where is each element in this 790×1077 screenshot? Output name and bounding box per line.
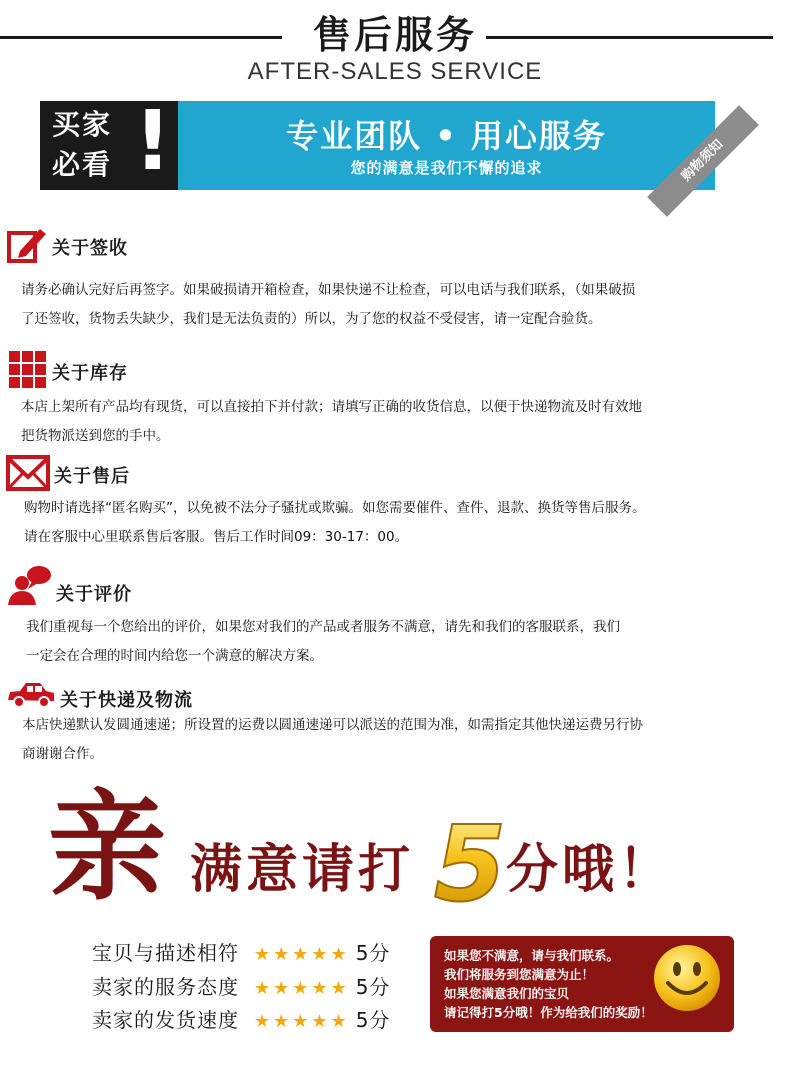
- stock-line-1: 本店上架所有产品均有现货，可以直接拍下并付款；请填写正确的收货信息，以便于快递物流及时有效地: [21, 399, 642, 415]
- rating-row: [92, 971, 390, 1000]
- stock-line-2: 把货物派送到您的手中。: [21, 428, 170, 444]
- user-chat-icon: [6, 563, 52, 611]
- section-body-signing: [21, 276, 635, 334]
- review-line-1: 我们重视每一个您给出的评价，如果您对我们的产品或者服务不满意，请先和我们的客服联系，我们: [26, 619, 620, 635]
- note-line: 我们将服务到您满意为止！: [444, 967, 595, 982]
- aftersales-line-1: 购物时请选择“匿名购买”，以免被不法分子骚扰或欺骗。如您需要催件、查件、退款、换货等售后服务。: [24, 500, 646, 516]
- banner-tagline: 您的满意是我们不懈的追求: [350, 159, 543, 177]
- signing-line-1: 请务必确认完好后再签字。如果破损请开箱检查，如果快递不让检查，可以电话与我们联系，（如果破损: [21, 282, 636, 298]
- star-rating-icon: ★★★★★: [254, 1011, 350, 1032]
- buyer-line-2: 必看: [52, 148, 113, 181]
- star-rating-icon: ★★★★★: [254, 978, 350, 999]
- buyer-line-1: 买家: [52, 108, 113, 141]
- grid-icon: [8, 350, 48, 394]
- slogan-before: 满意请打: [190, 840, 415, 900]
- note-line: 如果您不满意，请与我们联系。: [444, 948, 620, 963]
- rating-score: 5分: [355, 941, 391, 965]
- section-title-shipping: 关于快递及物流: [60, 690, 193, 711]
- slogan-big-character: 亲: [48, 778, 167, 916]
- shipping-line-2: 商谢谢合作。: [22, 746, 103, 762]
- page-subtitle: AFTER-SALES SERVICE: [247, 58, 543, 85]
- gold-number-five: [432, 803, 508, 925]
- section-title-aftersales: 关于售后: [54, 466, 130, 487]
- note-line: 如果您满意我们的宝贝: [444, 986, 570, 1001]
- section-body-review: [26, 613, 620, 671]
- section-body-shipping: [22, 711, 643, 769]
- review-line-2: 一定会在合理的时间内给您一个满意的解决方案。: [26, 648, 323, 664]
- rating-score: 5分: [355, 1008, 391, 1032]
- slogan-number: 5: [433, 803, 507, 925]
- shopping-notice-tag: 购物须知: [647, 105, 759, 217]
- car-icon: [6, 680, 56, 714]
- note-line: 请记得打5分哦！作为给我们的奖励！: [444, 1005, 653, 1020]
- shipping-line-1: 本店快递默认发圆通速递；所设置的运费以圆通速递可以派送的范围为准，如需指定其他快递运费另行协: [22, 717, 643, 733]
- smiley-face-icon: [650, 941, 724, 1019]
- slogan-after: 分哦！: [506, 840, 675, 900]
- rating-row: [92, 937, 390, 966]
- rating-label: 宝贝与描述相符: [92, 941, 239, 965]
- page-title: 售后服务: [312, 13, 477, 57]
- pen-note-icon: [6, 225, 48, 269]
- section-title-signing: 关于签收: [52, 238, 128, 259]
- section-title-review: 关于评价: [56, 584, 132, 605]
- buyer-must-read-block: [40, 94, 178, 190]
- banner-headline: 专业团队 • 用心服务: [286, 117, 607, 155]
- rating-label: 卖家的服务态度: [92, 975, 239, 999]
- exclamation-mark: !: [134, 94, 172, 189]
- rating-label: 卖家的发货速度: [92, 1008, 239, 1032]
- section-title-stock: 关于库存: [52, 363, 128, 384]
- signing-line-2: 了还签收，货物丢失缺少，我们是无法负责的）所以，为了您的权益不受侵害，请一定配合验货。: [21, 311, 602, 327]
- notice-banner: [40, 94, 727, 190]
- envelope-icon: [6, 455, 50, 495]
- section-body-stock: [21, 393, 642, 451]
- buyer-must-read-text: [52, 105, 132, 185]
- rating-row: [92, 1004, 390, 1033]
- star-rating-icon: ★★★★★: [254, 944, 350, 965]
- section-body-aftersales: [24, 494, 646, 552]
- rating-score: 5分: [355, 975, 391, 999]
- aftersales-line-2: 请在客服中心里联系售后客服。售后工作时间09：30-17：00。: [24, 529, 409, 545]
